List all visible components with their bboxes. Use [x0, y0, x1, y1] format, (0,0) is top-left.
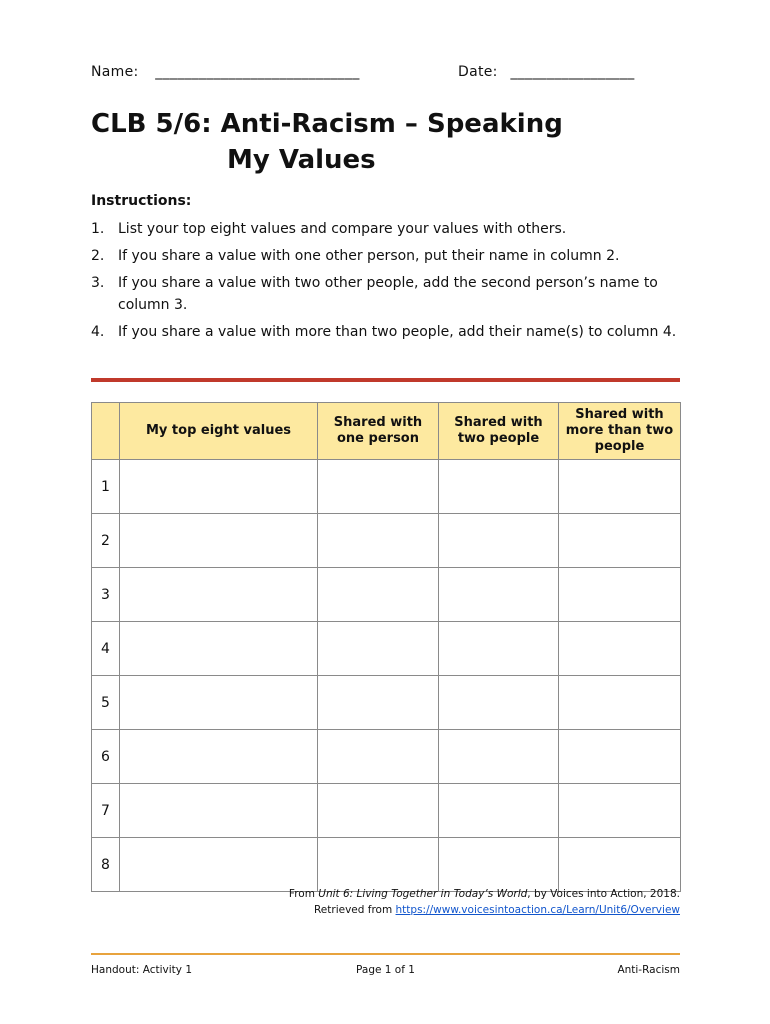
source-title: Unit 6: Living Together in Today’s World — [318, 888, 528, 900]
header-cell-one-person: Shared with one person — [318, 403, 439, 460]
two-people-cell[interactable] — [439, 514, 559, 568]
one-person-cell[interactable] — [318, 784, 439, 838]
more-than-two-cell[interactable] — [559, 730, 681, 784]
source-line-2 — [250, 902, 680, 918]
footer-left: Handout: Activity 1 — [91, 964, 193, 976]
instructions-list — [91, 218, 691, 348]
row-number: 8 — [92, 838, 120, 892]
footer-page-number: Page 1 of 1 — [356, 964, 415, 976]
retrieved-prefix: Retrieved from — [313, 904, 396, 916]
instruction-item — [91, 218, 691, 240]
one-person-cell[interactable] — [318, 622, 439, 676]
instruction-number: 1. — [91, 221, 105, 237]
header-cell-more-than-two: Shared with more than two people — [559, 403, 681, 460]
row-number: 5 — [92, 676, 120, 730]
two-people-cell[interactable] — [439, 676, 559, 730]
source-prefix: From — [288, 888, 319, 900]
one-person-cell[interactable] — [318, 514, 439, 568]
row-number: 4 — [92, 622, 120, 676]
more-than-two-cell[interactable] — [559, 622, 681, 676]
value-cell[interactable] — [120, 730, 318, 784]
table-row — [92, 838, 681, 892]
value-cell[interactable] — [120, 514, 318, 568]
footer-divider — [91, 953, 680, 955]
instruction-text: If you share a value with more than two people, add their name(s) to column 4. — [118, 324, 677, 340]
more-than-two-cell[interactable] — [559, 784, 681, 838]
value-cell[interactable] — [120, 838, 318, 892]
more-than-two-cell[interactable] — [559, 514, 681, 568]
two-people-cell[interactable] — [439, 838, 559, 892]
instruction-number: 2. — [91, 248, 105, 264]
instruction-item — [91, 272, 691, 316]
one-person-cell[interactable] — [318, 676, 439, 730]
instruction-number: 3. — [91, 275, 105, 291]
one-person-cell[interactable] — [318, 730, 439, 784]
more-than-two-cell[interactable] — [559, 676, 681, 730]
table-row — [92, 730, 681, 784]
instruction-item — [91, 321, 691, 343]
value-cell[interactable] — [120, 460, 318, 514]
table-row — [92, 622, 681, 676]
instruction-item — [91, 245, 691, 267]
date-blank[interactable]: _________________ — [510, 64, 635, 80]
row-number: 2 — [92, 514, 120, 568]
instruction-text: If you share a value with two other people, add the second person’s name to column 3. — [118, 275, 658, 313]
more-than-two-cell[interactable] — [559, 568, 681, 622]
table-row — [92, 460, 681, 514]
header-cell-two-people: Shared with two people — [439, 403, 559, 460]
name-blank[interactable]: ____________________________ — [155, 64, 360, 80]
more-than-two-cell[interactable] — [559, 460, 681, 514]
page-title — [91, 106, 691, 178]
two-people-cell[interactable] — [439, 730, 559, 784]
more-than-two-cell[interactable] — [559, 838, 681, 892]
source-citation — [250, 886, 680, 918]
table-row — [92, 784, 681, 838]
header-cell-number — [92, 403, 120, 460]
source-suffix: , by Voices into Action, 2018. — [527, 888, 680, 900]
value-cell[interactable] — [120, 784, 318, 838]
instruction-number: 4. — [91, 324, 105, 340]
two-people-cell[interactable] — [439, 622, 559, 676]
table-row — [92, 676, 681, 730]
source-link[interactable]: https://www.voicesintoaction.ca/Learn/Unit6/Overview — [395, 904, 680, 916]
source-line-1 — [250, 886, 680, 902]
values-table — [91, 402, 681, 892]
header-line — [91, 64, 635, 80]
date-field — [458, 64, 635, 80]
title-line-1: CLB 5/6: Anti-Racism – Speaking — [91, 109, 563, 139]
one-person-cell[interactable] — [318, 460, 439, 514]
instruction-text: If you share a value with one other person, put their name in column 2. — [118, 248, 620, 264]
table-row — [92, 514, 681, 568]
footer — [91, 964, 680, 978]
instruction-text: List your top eight values and compare your values with others. — [118, 221, 567, 237]
header-cell-values: My top eight values — [120, 403, 318, 460]
two-people-cell[interactable] — [439, 460, 559, 514]
row-number: 7 — [92, 784, 120, 838]
value-cell[interactable] — [120, 568, 318, 622]
date-label: Date: — [458, 64, 498, 80]
row-number: 3 — [92, 568, 120, 622]
two-people-cell[interactable] — [439, 784, 559, 838]
row-number: 1 — [92, 460, 120, 514]
table-header-row — [92, 403, 681, 460]
section-divider — [91, 378, 680, 382]
two-people-cell[interactable] — [439, 568, 559, 622]
value-cell[interactable] — [120, 622, 318, 676]
footer-right: Anti-Racism — [617, 964, 680, 976]
row-number: 6 — [92, 730, 120, 784]
value-cell[interactable] — [120, 676, 318, 730]
one-person-cell[interactable] — [318, 838, 439, 892]
table-row — [92, 568, 681, 622]
one-person-cell[interactable] — [318, 568, 439, 622]
instructions-heading: Instructions: — [91, 193, 192, 209]
title-line-2: My Values — [227, 145, 376, 175]
name-label: Name: — [91, 64, 139, 80]
